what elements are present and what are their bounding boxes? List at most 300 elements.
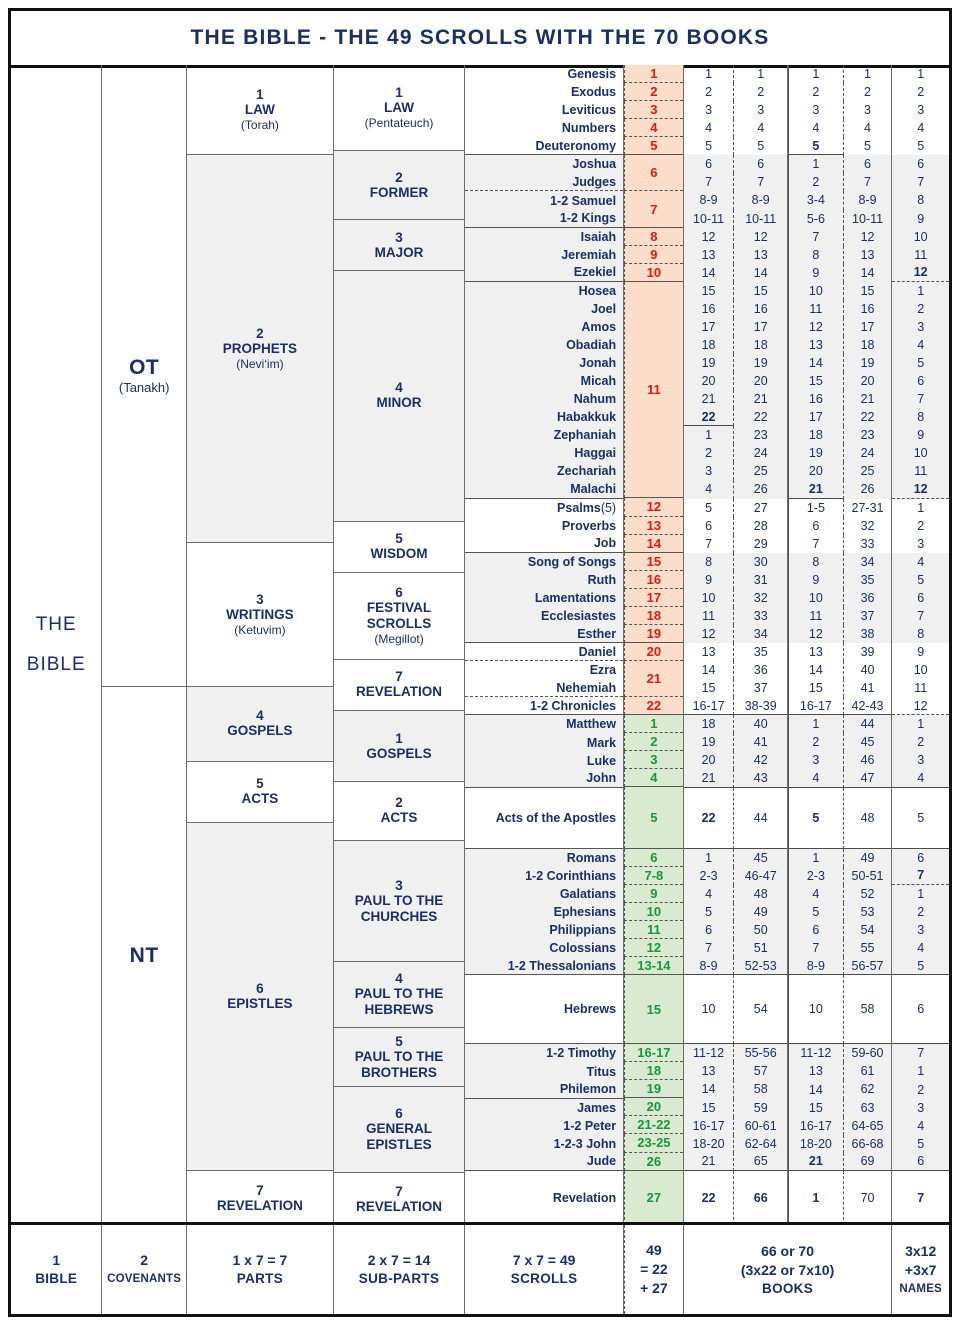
number-cell: 12 bbox=[892, 480, 949, 498]
subpart-paul-churches-name: PAUL TO THE CHURCHES bbox=[354, 892, 444, 924]
number-cell: 8-9 bbox=[684, 957, 734, 975]
number-cell: 4 bbox=[788, 885, 843, 903]
book-name-row: Titus bbox=[465, 1063, 623, 1081]
number-cell: 56-57 bbox=[843, 957, 892, 975]
book-name-row: Proverbs bbox=[561, 518, 617, 533]
number-cell: 48 bbox=[733, 885, 787, 903]
number-cell: 37 bbox=[733, 679, 787, 697]
chart-title-row bbox=[11, 11, 949, 68]
part-writings-num: 3 bbox=[256, 592, 264, 608]
subpart-gospels-num: 1 bbox=[395, 730, 403, 746]
number-cell: 14 bbox=[684, 1080, 734, 1098]
subpart-revelation-ot bbox=[334, 660, 464, 712]
number-cell: 14 bbox=[788, 1080, 843, 1098]
number-cell: 4 bbox=[788, 769, 843, 787]
number-cell: 6 bbox=[843, 155, 892, 173]
book-name-row: Ruth bbox=[465, 571, 623, 589]
number-cell: 2 bbox=[684, 444, 734, 462]
testament-nt-name: NT bbox=[129, 944, 159, 968]
column-numbers-4 bbox=[843, 65, 893, 1225]
part-epistles bbox=[187, 823, 333, 1171]
testament-ot-name: OT bbox=[129, 355, 160, 379]
number-cell: 21 bbox=[843, 390, 892, 408]
page-title: THE BIBLE - THE 49 SCROLLS WITH THE 70 BOOKS bbox=[190, 26, 770, 49]
number-cell: 20 bbox=[788, 462, 843, 480]
scroll-number-cell: 20 bbox=[624, 643, 683, 661]
summary-parts bbox=[187, 1225, 334, 1314]
number-cell: 5 bbox=[733, 137, 787, 155]
book-name-row: Hebrews bbox=[465, 975, 623, 1044]
book-name-row: Zephaniah bbox=[465, 426, 623, 444]
number-cell: 12 bbox=[892, 264, 949, 282]
scroll-number-cell: 10 bbox=[624, 264, 683, 282]
book-name-row: Joel bbox=[465, 300, 623, 318]
number-cell: 4 bbox=[917, 121, 925, 136]
chart-frame bbox=[8, 8, 952, 1317]
book-name-row: Philippians bbox=[465, 921, 623, 939]
book-name-row: Deuteronomy bbox=[465, 137, 623, 155]
summary-covenants-label: COVENANTS bbox=[107, 1273, 182, 1285]
number-cell: 20 bbox=[684, 372, 734, 390]
summary-scrolls bbox=[465, 1225, 624, 1314]
scroll-number-cell: 15 bbox=[624, 975, 683, 1044]
number-cell: 4 bbox=[684, 885, 734, 903]
book-name-row: 1-2-3 John bbox=[465, 1135, 623, 1153]
number-cell: 1 bbox=[705, 67, 713, 82]
number-cell: 2-3 bbox=[788, 867, 843, 885]
number-cell: 24 bbox=[843, 444, 892, 462]
number-cell: 15 bbox=[701, 681, 716, 696]
number-cell: 24 bbox=[733, 444, 787, 462]
number-cell: 16 bbox=[788, 390, 843, 408]
number-cell: 19 bbox=[843, 354, 892, 372]
subpart-gospels-name: GOSPELS bbox=[366, 745, 432, 761]
number-cell: 27 bbox=[733, 499, 787, 517]
number-cell: 1 bbox=[892, 282, 949, 300]
scroll-number-cell: 26 bbox=[624, 1153, 683, 1171]
number-cell: 5 bbox=[684, 903, 734, 921]
number-cell: 3 bbox=[892, 1099, 949, 1117]
number-cell: 6 bbox=[892, 1153, 949, 1171]
number-cell: 32 bbox=[733, 589, 787, 607]
number-cell: 11 bbox=[788, 607, 843, 625]
number-cell: 15 bbox=[788, 372, 843, 390]
subpart-revelation-ot-name: REVELATION bbox=[356, 684, 443, 700]
number-cell: 33 bbox=[733, 607, 787, 625]
number-cell: 37 bbox=[843, 607, 892, 625]
number-cell: 10 bbox=[788, 282, 843, 300]
scroll-number-cell: 12 bbox=[624, 498, 683, 516]
book-name-row: Zechariah bbox=[465, 462, 623, 480]
number-cell: 1 bbox=[788, 1171, 843, 1225]
number-cell: 12 bbox=[788, 625, 843, 643]
number-cell: 3 bbox=[892, 751, 949, 769]
number-cell: 45 bbox=[843, 733, 892, 751]
number-cell: 16-17 bbox=[788, 697, 843, 715]
book-name-row: Joshua bbox=[465, 155, 623, 173]
number-cell: 18 bbox=[733, 336, 787, 354]
number-cell: 12 bbox=[733, 228, 787, 246]
number-cell: 10-11 bbox=[684, 210, 734, 228]
book-name-row: Jeremiah bbox=[465, 246, 623, 264]
subpart-acts bbox=[334, 782, 464, 840]
number-cell: 38-39 bbox=[733, 697, 787, 715]
chart-body bbox=[11, 65, 949, 1225]
subpart-former-num: 2 bbox=[395, 169, 403, 185]
book-name-row: Galatians bbox=[465, 885, 623, 903]
number-cell: 26 bbox=[733, 480, 787, 498]
column-numbers-3 bbox=[788, 65, 843, 1225]
number-cell: 18 bbox=[788, 426, 843, 444]
number-cell: 5-6 bbox=[788, 210, 843, 228]
scroll-number-cell: 16 bbox=[624, 571, 683, 589]
summary-scroll-count-l2: = 22 bbox=[640, 1261, 668, 1277]
scroll-number-cell: 22 bbox=[624, 697, 683, 715]
scroll-number-cell: 18 bbox=[624, 1062, 683, 1080]
book-name-row: Song of Songs bbox=[465, 553, 623, 571]
subpart-law bbox=[334, 65, 464, 151]
number-cell: 15 bbox=[788, 679, 843, 697]
number-cell: 6 bbox=[892, 589, 949, 607]
number-cell: 19 bbox=[684, 733, 734, 751]
book-name-row: Hosea bbox=[465, 282, 623, 300]
summary-subparts bbox=[334, 1225, 465, 1314]
book-name-row: Amos bbox=[465, 318, 623, 336]
number-cell: 61 bbox=[843, 1062, 892, 1080]
number-cell: 6 bbox=[788, 517, 843, 535]
part-acts bbox=[187, 762, 333, 823]
book-name-row: Ezra bbox=[589, 663, 617, 678]
number-cell: 65 bbox=[733, 1153, 787, 1171]
scroll-number-cell: 18 bbox=[624, 607, 683, 625]
number-cell: 18-20 bbox=[684, 1135, 734, 1153]
number-cell: 47 bbox=[843, 769, 892, 787]
number-cell: 16 bbox=[843, 300, 892, 318]
scroll-number-cell: 7-8 bbox=[624, 867, 683, 885]
number-cell: 4 bbox=[892, 939, 949, 957]
book-name-row: Acts of the Apostles bbox=[465, 788, 623, 849]
scroll-number-cell: 9 bbox=[624, 885, 683, 903]
number-cell: 66 bbox=[733, 1171, 787, 1225]
column-numbers-5 bbox=[892, 65, 949, 1225]
number-cell: 25 bbox=[843, 462, 892, 480]
book-name-row: John bbox=[465, 770, 623, 788]
book-name-row: 1-2 Samuel bbox=[465, 191, 623, 209]
number-cell: 7 bbox=[684, 939, 734, 957]
subpart-general-epistles bbox=[334, 1087, 464, 1173]
book-name-row: Obadiah bbox=[465, 336, 623, 354]
book-name-row: Matthew bbox=[465, 715, 623, 733]
number-cell: 15 bbox=[684, 282, 734, 300]
book-name-row: Haggai bbox=[465, 444, 623, 462]
book-name-row: Ecclesiastes bbox=[465, 607, 623, 625]
subpart-former-name: FORMER bbox=[369, 184, 429, 200]
testament-ot-sub: (Tanakh) bbox=[118, 379, 170, 395]
number-cell: 13 bbox=[701, 645, 716, 660]
book-name-row: 1-2 Corinthians bbox=[465, 867, 623, 885]
book-name-row: Ephesians bbox=[465, 903, 623, 921]
subpart-general-epistles-name: GENERAL EPISTLES bbox=[366, 1121, 433, 1153]
number-cell: 1 bbox=[892, 1062, 949, 1080]
number-cell: 2 bbox=[892, 733, 949, 751]
number-cell: 9 bbox=[684, 571, 734, 589]
number-cell: 16-17 bbox=[684, 697, 734, 715]
book-name-row: Genesis bbox=[567, 67, 617, 82]
number-cell: 17 bbox=[843, 318, 892, 336]
part-epistles-num: 6 bbox=[256, 980, 264, 996]
subpart-festival-name: FESTIVAL SCROLLS bbox=[366, 600, 432, 632]
number-cell: 11 bbox=[892, 462, 949, 480]
number-cell: 19 bbox=[733, 354, 787, 372]
book-name-row: 1-2 Kings bbox=[465, 210, 623, 228]
number-cell: 16 bbox=[684, 300, 734, 318]
number-cell: 18 bbox=[684, 336, 734, 354]
number-cell: 38 bbox=[843, 625, 892, 643]
scroll-number-cell: 3 bbox=[624, 751, 683, 769]
number-cell: 46-47 bbox=[733, 867, 787, 885]
number-cell: 8 bbox=[892, 191, 949, 209]
number-cell: 21 bbox=[733, 390, 787, 408]
number-cell: 40 bbox=[843, 661, 892, 679]
number-cell: 43 bbox=[733, 769, 787, 787]
column-numbers-1 bbox=[684, 65, 734, 1225]
number-cell: 10 bbox=[913, 663, 928, 678]
number-cell: 9 bbox=[892, 426, 949, 444]
subpart-wisdom bbox=[334, 522, 464, 574]
subpart-general-epistles-num: 6 bbox=[395, 1106, 403, 1122]
number-cell: 20 bbox=[684, 751, 734, 769]
number-cell: 55-56 bbox=[733, 1044, 787, 1062]
number-cell: 1 bbox=[788, 155, 843, 173]
number-cell: 6 bbox=[684, 155, 734, 173]
number-cell: 51 bbox=[733, 939, 787, 957]
number-cell: 11-12 bbox=[684, 1044, 734, 1062]
number-cell: 70 bbox=[843, 1171, 892, 1225]
summary-scroll-count-l1: 49 bbox=[646, 1242, 662, 1258]
number-cell: 45 bbox=[733, 849, 787, 867]
part-law-num: 1 bbox=[256, 87, 264, 103]
subpart-acts-name: ACTS bbox=[380, 810, 418, 826]
number-cell: 44 bbox=[843, 715, 892, 733]
part-writings-name: WRITINGS bbox=[226, 607, 294, 623]
number-cell: 35 bbox=[843, 571, 892, 589]
summary-bible-num: 1 bbox=[52, 1252, 61, 1268]
column-book-names bbox=[465, 65, 624, 1225]
number-cell: 7 bbox=[788, 228, 843, 246]
number-cell: 28 bbox=[733, 517, 787, 535]
book-name-row: Isaiah bbox=[465, 228, 623, 246]
number-cell: 16-17 bbox=[788, 1117, 843, 1135]
number-cell: 4 bbox=[892, 769, 949, 787]
scroll-number-cell: 9 bbox=[624, 246, 683, 264]
number-cell: 62-64 bbox=[733, 1135, 787, 1153]
part-gospels-num: 4 bbox=[256, 708, 264, 724]
part-revelation-num: 7 bbox=[256, 1182, 264, 1198]
number-cell: 12 bbox=[788, 318, 843, 336]
number-cell: 34 bbox=[843, 553, 892, 571]
number-cell: 2 bbox=[892, 903, 949, 921]
book-name-row: 1-2 Timothy bbox=[465, 1044, 623, 1062]
number-cell: 14 bbox=[701, 663, 716, 678]
number-cell: 25 bbox=[733, 462, 787, 480]
scroll-number-cell: 1 bbox=[624, 65, 683, 83]
part-gospels bbox=[187, 687, 333, 762]
number-cell: 10 bbox=[892, 228, 949, 246]
scroll-number-cell: 11 bbox=[624, 921, 683, 939]
number-cell: 1 bbox=[788, 65, 843, 83]
number-cell: 15 bbox=[733, 282, 787, 300]
number-cell: 5 bbox=[788, 137, 843, 155]
book-name-row: Revelation bbox=[552, 1191, 617, 1206]
summary-subparts-formula: 2 x 7 = 14 bbox=[367, 1252, 431, 1268]
number-cell: 7 bbox=[705, 536, 713, 551]
summary-names bbox=[892, 1225, 949, 1314]
summary-books-l2: (3x22 or 7x10) bbox=[740, 1261, 835, 1278]
subpart-major-num: 3 bbox=[395, 229, 403, 245]
summary-bible bbox=[11, 1225, 102, 1314]
number-cell: 8 bbox=[684, 553, 734, 571]
scroll-number-cell: 3 bbox=[624, 101, 683, 119]
number-cell: 12 bbox=[892, 697, 949, 715]
number-cell: 17 bbox=[788, 408, 843, 426]
subpart-minor-num: 4 bbox=[395, 380, 403, 396]
number-cell: 46 bbox=[843, 751, 892, 769]
number-cell: 7 bbox=[733, 173, 787, 191]
number-cell: 19 bbox=[788, 444, 843, 462]
number-cell: 58 bbox=[843, 975, 892, 1044]
number-cell: 50 bbox=[733, 921, 787, 939]
number-cell: 9 bbox=[917, 645, 925, 660]
subpart-revelation-nt-num: 7 bbox=[395, 1183, 403, 1199]
summary-scrolls-formula: 7 x 7 = 49 bbox=[512, 1252, 576, 1268]
number-cell: 14 bbox=[788, 354, 843, 372]
number-cell: 14 bbox=[843, 264, 892, 282]
scroll-number-cell: 21 bbox=[624, 661, 683, 697]
number-cell: 13 bbox=[788, 1062, 843, 1080]
scroll-number-cell: 19 bbox=[624, 1080, 683, 1098]
number-cell: 9 bbox=[788, 264, 843, 282]
number-cell: 18 bbox=[843, 336, 892, 354]
number-cell: 10 bbox=[788, 975, 843, 1044]
part-writings-sub: (Ketuvim) bbox=[234, 623, 286, 638]
number-cell: 13 bbox=[843, 246, 892, 264]
scroll-number-cell: 5 bbox=[624, 137, 683, 155]
book-name-row: 1-2 Chronicles bbox=[465, 697, 623, 715]
number-cell: 21 bbox=[684, 769, 734, 787]
number-cell: 2 bbox=[892, 300, 949, 318]
summary-books-label: BOOKS bbox=[762, 1280, 814, 1296]
scroll-number-cell: 7 bbox=[624, 191, 683, 227]
number-cell: 8-9 bbox=[684, 191, 734, 209]
summary-scroll-count-l3: + 27 bbox=[640, 1280, 668, 1296]
scroll-number-cell: 19 bbox=[624, 625, 683, 643]
number-cell: 9 bbox=[788, 571, 843, 589]
book-name-row: Colossians bbox=[465, 939, 623, 957]
part-law-name: LAW bbox=[244, 102, 275, 118]
number-cell: 15 bbox=[843, 282, 892, 300]
scroll-number-cell: 17 bbox=[624, 589, 683, 607]
number-cell: 36 bbox=[843, 589, 892, 607]
number-cell: 7 bbox=[788, 535, 843, 553]
part-prophets-name: PROPHETS bbox=[222, 341, 298, 357]
number-cell: 21 bbox=[788, 1153, 843, 1171]
number-cell: 2-3 bbox=[684, 867, 734, 885]
number-cell: 15 bbox=[684, 1099, 734, 1117]
subpart-paul-brothers-num: 5 bbox=[395, 1033, 403, 1049]
subpart-acts-num: 2 bbox=[395, 795, 403, 811]
summary-names-label: NAMES bbox=[899, 1282, 942, 1295]
number-cell: 1 bbox=[843, 65, 892, 83]
subpart-revelation-ot-num: 7 bbox=[395, 669, 403, 685]
number-cell: 12 bbox=[684, 625, 734, 643]
number-cell: 40 bbox=[733, 715, 787, 733]
book-name-row: Malachi bbox=[465, 481, 623, 499]
number-cell: 6 bbox=[892, 372, 949, 390]
subpart-paul-churches bbox=[334, 841, 464, 963]
number-cell: 6 bbox=[684, 921, 734, 939]
subpart-revelation-nt-name: REVELATION bbox=[356, 1198, 443, 1214]
summary-books-l1: 66 or 70 bbox=[761, 1242, 815, 1259]
scroll-number-cell: 23-25 bbox=[624, 1134, 683, 1152]
number-cell: 27-31 bbox=[843, 499, 892, 517]
number-cell: 4 bbox=[733, 119, 787, 137]
subpart-paul-hebrews bbox=[334, 962, 464, 1028]
part-revelation bbox=[187, 1171, 333, 1225]
number-cell: 41 bbox=[733, 733, 787, 751]
number-cell: 2 bbox=[788, 173, 843, 191]
number-cell: 7 bbox=[892, 1044, 949, 1062]
number-cell: 5 bbox=[843, 137, 892, 155]
number-cell: 34 bbox=[733, 625, 787, 643]
summary-names-l1: 3x12 bbox=[905, 1242, 937, 1259]
number-cell: 6 bbox=[892, 849, 949, 867]
number-cell: 8-9 bbox=[788, 957, 843, 975]
number-cell: 3 bbox=[788, 101, 843, 119]
number-cell: 3 bbox=[733, 101, 787, 119]
number-cell: 6 bbox=[892, 975, 949, 1044]
number-cell: 7 bbox=[892, 390, 949, 408]
number-cell: 1 bbox=[733, 65, 787, 83]
number-cell: 2 bbox=[892, 1080, 949, 1098]
summary-covenants bbox=[102, 1225, 186, 1314]
subpart-law-name: LAW bbox=[384, 100, 415, 116]
scroll-number-cell: 14 bbox=[624, 535, 683, 553]
number-cell: 60-61 bbox=[733, 1117, 787, 1135]
number-cell: 5 bbox=[892, 788, 949, 849]
number-cell: 6 bbox=[892, 155, 949, 173]
number-cell: 10 bbox=[788, 589, 843, 607]
number-cell: 17 bbox=[733, 318, 787, 336]
number-cell: 3 bbox=[892, 921, 949, 939]
number-cell: 13 bbox=[788, 336, 843, 354]
part-acts-name: ACTS bbox=[241, 791, 279, 807]
number-cell: 3 bbox=[843, 101, 892, 119]
number-cell: 23 bbox=[733, 426, 787, 444]
book-name-row: Judges bbox=[465, 173, 623, 191]
number-cell: 3 bbox=[892, 318, 949, 336]
summary-parts-formula: 1 x 7 = 7 bbox=[232, 1252, 288, 1268]
number-cell: 11 bbox=[892, 246, 949, 264]
number-cell: 59-60 bbox=[843, 1044, 892, 1062]
number-cell: 35 bbox=[733, 643, 787, 661]
number-cell: 1 bbox=[684, 849, 734, 867]
number-cell: 19 bbox=[684, 354, 734, 372]
number-cell: 64-65 bbox=[843, 1117, 892, 1135]
scroll-number-cell: 27 bbox=[624, 1171, 683, 1225]
scroll-number-cell: 5 bbox=[624, 787, 683, 848]
summary-books bbox=[684, 1225, 893, 1314]
number-cell: 5 bbox=[892, 571, 949, 589]
